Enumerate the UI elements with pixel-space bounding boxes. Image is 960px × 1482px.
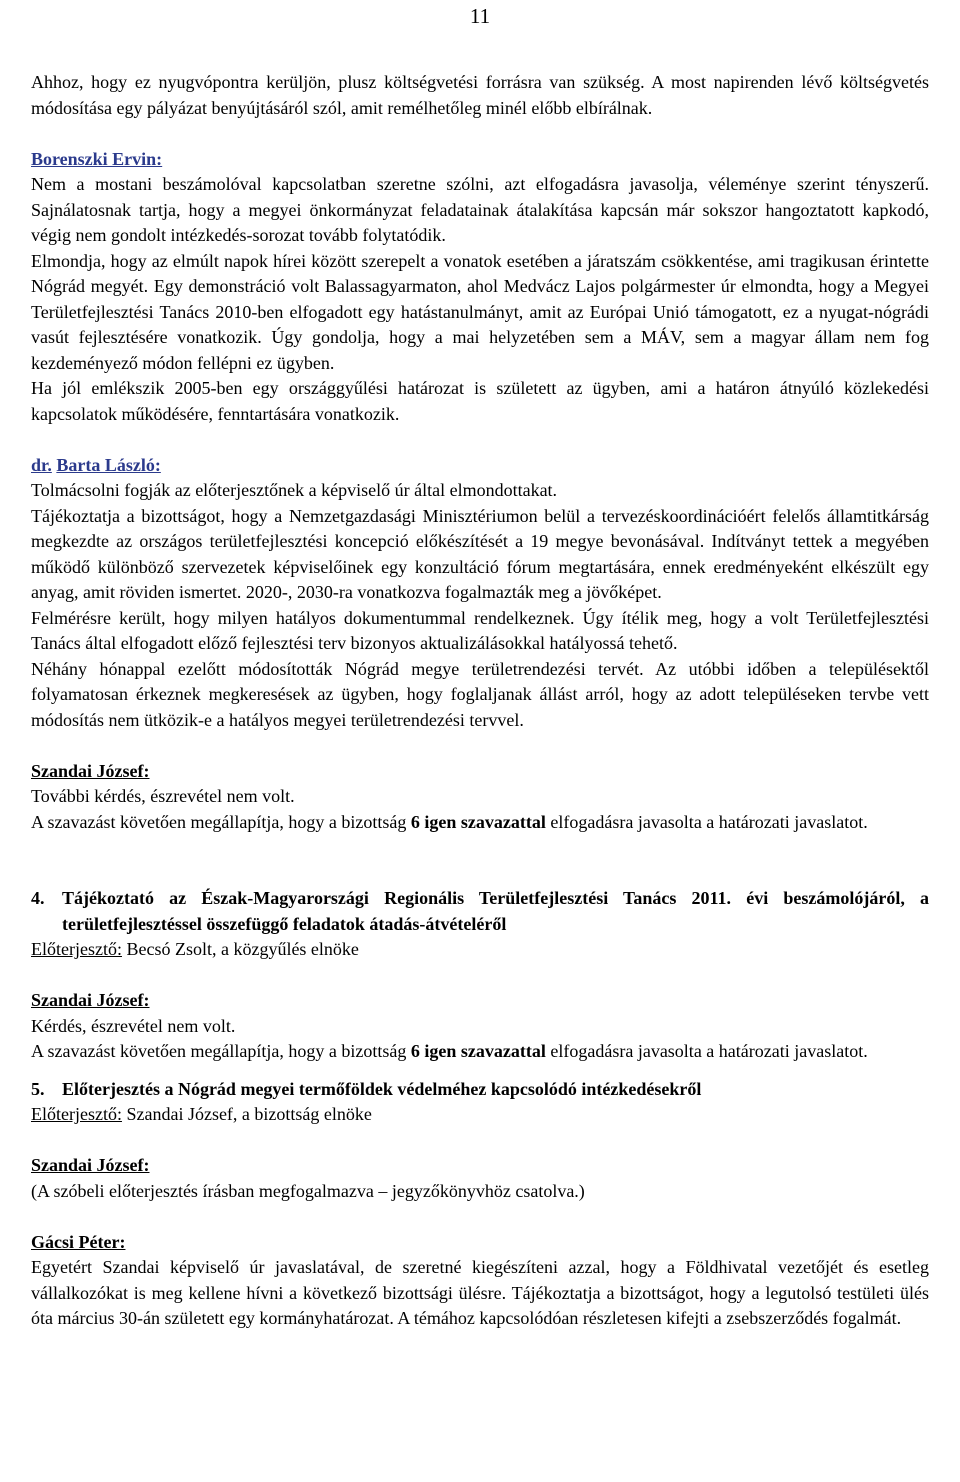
speaker-prefix: dr. <box>31 454 52 475</box>
page-number: 11 <box>469 4 491 28</box>
item-title: Tájékoztató az Észak-Magyarországi Regionális Területfejlesztési Tanács 2011. évi beszámolójáról, a területfejlesztéssel összefüggő feladatok átadás-átvételéről <box>62 888 929 934</box>
presenter-label: Előterjesztő: <box>31 939 122 959</box>
presenter-line <box>31 937 929 963</box>
paragraph: Felmérésre került, hogy milyen hatályos dokumentummal rendelkeznek. Úgy ítélik meg, hogy a volt Területfejlesztési Tanács által elfogadott előző fejlesztési terv bizonyos aktualizálásokkal hatályossá tehető. <box>31 607 929 653</box>
item-number: 5. <box>31 1078 45 1099</box>
item-title: Előterjesztés a Nógrád megyei termőföldek védelméhez kapcsolódó intézkedésekről <box>62 1078 702 1099</box>
paragraph: Ha jól emlékszik 2005-ben egy országgyűlési határozat is született az ügyben, ami a határon átnyúló közlekedési kapcsolatok működésére, fenntartására vonatkozik. <box>31 378 929 424</box>
speaker-szandai: Szandai József: <box>31 1155 150 1175</box>
speaker-szandai: Szandai József: <box>31 760 150 781</box>
paragraph: Tájékoztatja a bizottságot, hogy a Nemzetgazdasági Minisztériumon belül a tervezéskoordinációért felelős államtitkárság megkezdte az országos területfejlesztési koncepció előkészítését a 19 megye bevonásával. Indítványt tettek a megyében működő különböző szervezetek képviselőinek egy konzultáció fórum megtartására, ennek eredményeként elkészült egy anyag, amit röviden ismertet. 2020-, 2030-ra vonatkozva fogalmazták meg a jövőképet. <box>31 505 929 602</box>
paragraph: (A szóbeli előterjesztés írásban megfogalmazva – jegyzőkönyvhöz csatolva.) <box>31 1180 585 1201</box>
paragraph: További kérdés, észrevétel nem volt. <box>31 786 295 806</box>
document-body <box>31 70 929 1332</box>
speaker-gacsi: Gácsi Péter: <box>31 1231 126 1252</box>
intro-paragraph: Ahhoz, hogy ez nyugvópontra kerüljön, plusz költségvetési forrásra van szükség. A most napirenden lévő költségvetés módosítása egy pályázat benyújtásáról szól, amit remélhetőleg minél előbb elbírálnak. <box>31 72 929 118</box>
paragraph: Egyetért Szandai képviselő úr javaslatával, de szeretné kiegészíteni azzal, hogy a Földhivatal vezetőjét és esetleg vállalkozókat is meg kellene hívni a következő bizottsági ülésre. Tájékoztatja a bizottságot, hogy a legutolsó testületi ülés óta március 30-án született egy kormányhatározat. A témához kapcsolódóan részletesen kifejti a zsebszerződés fogalmát. <box>31 1257 929 1328</box>
paragraph: Tolmácsolni fogják az előterjesztőnek a képviselő úr által elmondottakat. <box>31 480 558 500</box>
presenter-value: Szandai József, a bizottság elnöke <box>121 1104 372 1124</box>
presenter-label: Előterjesztő: <box>31 1104 122 1124</box>
presenter-line <box>31 1102 929 1128</box>
paragraph: Nem a mostani beszámolóval kapcsolatban szeretne szólni, azt elfogadásra javasolja, véleménye szerint tényszerű. Sajnálatosnak tartja, hogy a megyei önkormányzat feladatainak átalakítása kapcsán már sokszor hangoztatott kapkodó, végig nem gondolt intézkedés-sorozat tovább folytatódik. <box>31 174 929 245</box>
vote-text: A szavazást követően megállapítja, hogy a bizottság <box>31 1041 411 1061</box>
presenter-value: Becsó Zsolt, a közgyűlés elnöke <box>121 939 359 959</box>
paragraph: Kérdés, észrevétel nem volt. <box>31 1015 236 1036</box>
speaker-borenszki: Borenszki Ervin: <box>31 148 163 169</box>
vote-text: elfogadásra javasolta a határozati javaslatot. <box>545 1041 868 1061</box>
speaker-szandai: Szandai József: <box>31 990 150 1010</box>
speaker-name: Barta László: <box>56 454 161 475</box>
vote-count: 6 igen szavazattal <box>410 1041 546 1061</box>
paragraph: Néhány hónappal ezelőtt módosították Nógrád megye területrendezési tervét. Az utóbbi időben a településektől folyamatosan érkeznek megkeresések az ügyben, hogy foglaljanak állást arról, hogy az adott településeken tervbe vett módosítás nem ütközik-e a hatályos megyei területrendezési tervvel. <box>31 658 929 730</box>
vote-result <box>31 810 929 836</box>
agenda-item-4 <box>31 886 929 937</box>
vote-count: 6 igen szavazattal <box>410 811 546 832</box>
agenda-item-5 <box>31 1077 929 1103</box>
vote-result <box>31 1039 929 1065</box>
vote-text: A szavazást követően megállapítja, hogy a bizottság <box>31 811 411 832</box>
vote-text: elfogadásra javasolta a határozati javaslatot. <box>545 811 868 832</box>
speaker-barta <box>31 453 929 479</box>
paragraph: Elmondja, hogy az elmúlt napok hírei között szerepelt a vonatok esetében a járatszám csökkentése, ami tragikusan érintette Nógrád megyét. Egy demonstráció volt Balassagyarmaton, ahol Medvácz Lajos polgármester úr elmondta, hogy a Megyei Területfejlesztési Tanács 2010-ben elfogadott egy hatástanulmányt, amit az Európai Unió támogatott, ez a nyugat-nógrádi vasút fejlesztésére vonatkozik. Úgy gondolja, hogy a mai helyzetében sem a MÁV, sem a magyar állam nem fog kezdeményező módon fellépni ez ügyben. <box>31 250 929 373</box>
item-number: 4. <box>31 888 45 908</box>
